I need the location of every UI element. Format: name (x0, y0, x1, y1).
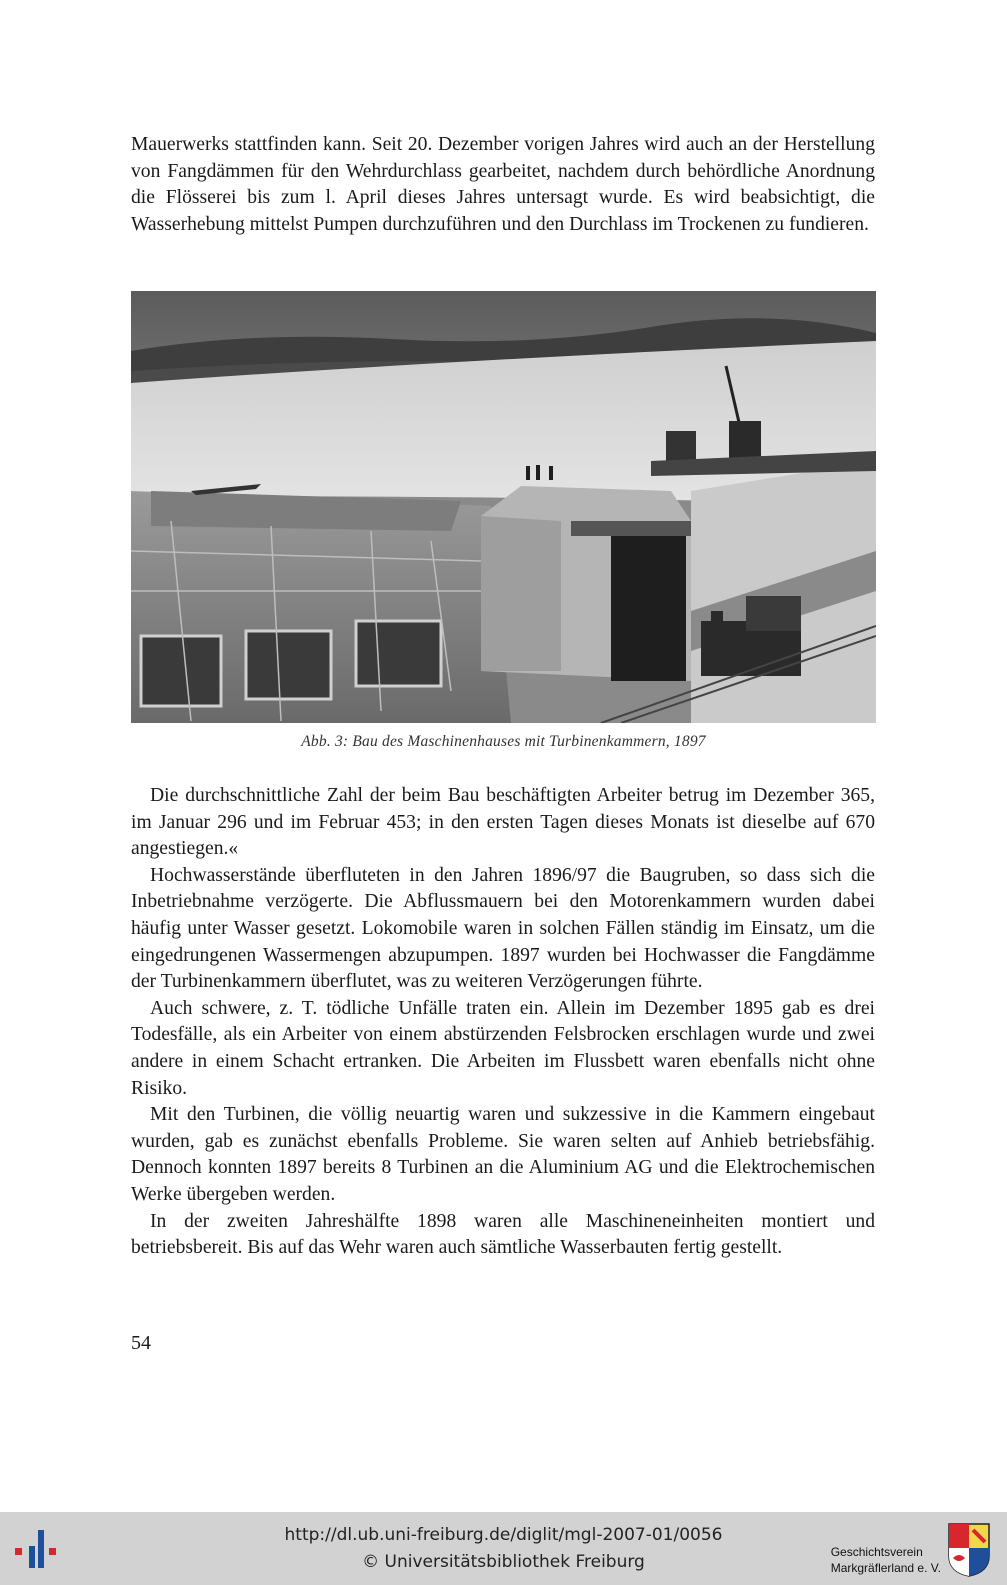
society-line-2: Markgräflerland e. V. (830, 1561, 941, 1575)
footer-bar (0, 1512, 1007, 1585)
paragraph: Die durchschnittliche Zahl der beim Bau beschäftigten Arbeiter betrug im Dezember 365, im Januar 296 und im Februar 453; in den ersten Tagen dieses Monats ist dieselbe auf 670 angestiegen.« (131, 785, 875, 860)
footer-url-link[interactable]: http://dl.ub.uni-freiburg.de/diglit/mgl-2007-01/0056 (284, 1525, 723, 1545)
footer-copyright: © Universitätsbibliothek Freiburg (362, 1552, 645, 1572)
coat-of-arms-icon[interactable] (947, 1522, 991, 1578)
figure-caption: Abb. 3: Bau des Maschinenhauses mit Turbinenkammern, 1897 (301, 733, 706, 750)
body-text-top (131, 132, 875, 238)
paragraph: Mit den Turbinen, die völlig neuartig waren und sukzessive in die Kammern eingebaut wurden, gab es zunächst ebenfalls Probleme. Sie waren selten auf Anhieb betriebsfähig. Dennoch konnten 1897 bereits 8 Turbinen an die Aluminium AG und die Elektrochemischen Werke übergeben werden. (131, 1104, 875, 1205)
page-number: 54 (131, 1332, 151, 1354)
paragraph: In der zweiten Jahreshälfte 1898 waren alle Maschineneinheiten montiert und betriebsbereit. Bis auf das Wehr waren auch sämtliche Wasserbauten fertig gestellt. (131, 1210, 875, 1259)
paragraph-top: Mauerwerks stattfinden kann. Seit 20. Dezember vorigen Jahres wird auch an der Herstellung von Fangdämmen für den Wehrdurchlass gearbeitet, nachdem durch behördliche Anordnung die Flösserei bis zum l. April dieses Jahres untersagt wurde. Es wird beabsichtigt, die Wasserhebung mittelst Pumpen durchzuführen und den Durchlass im Trockenen zu fundieren. (131, 134, 875, 235)
construction-photo (131, 291, 876, 723)
paragraph: Auch schwere, z. T. tödliche Unfälle traten ein. Allein im Dezember 1895 gab es drei Todesfälle, als ein Arbeiter von einem abstürzenden Felsbrocken erschlagen wurde und zwei andere in einem Schacht ertranken. Die Arbeiten im Flussbett waren ebenfalls nicht ohne Risiko. (131, 997, 875, 1099)
society-line-1: Geschichtsverein (830, 1545, 923, 1559)
body-text-bottom (131, 783, 875, 1262)
photo-image (131, 291, 876, 723)
paragraph: Hochwasserstände überfluteten in den Jahren 1896/97 die Baugruben, so dass sich die Inbetriebnahme verzögerte. Die Abflussmauern bei den Motorenkammern wurden dabei häufig unter Wasser gesetzt. Lokomobile waren in solchen Fällen ständig im Einsatz, um die eingedrungenen Wassermengen abzupumpen. 1897 wurden bei Hochwasser die Fangdämme der Turbinenkammern überflutet, was zu weiteren Verzögerungen führte. (131, 864, 875, 993)
society-name (831, 1544, 941, 1576)
